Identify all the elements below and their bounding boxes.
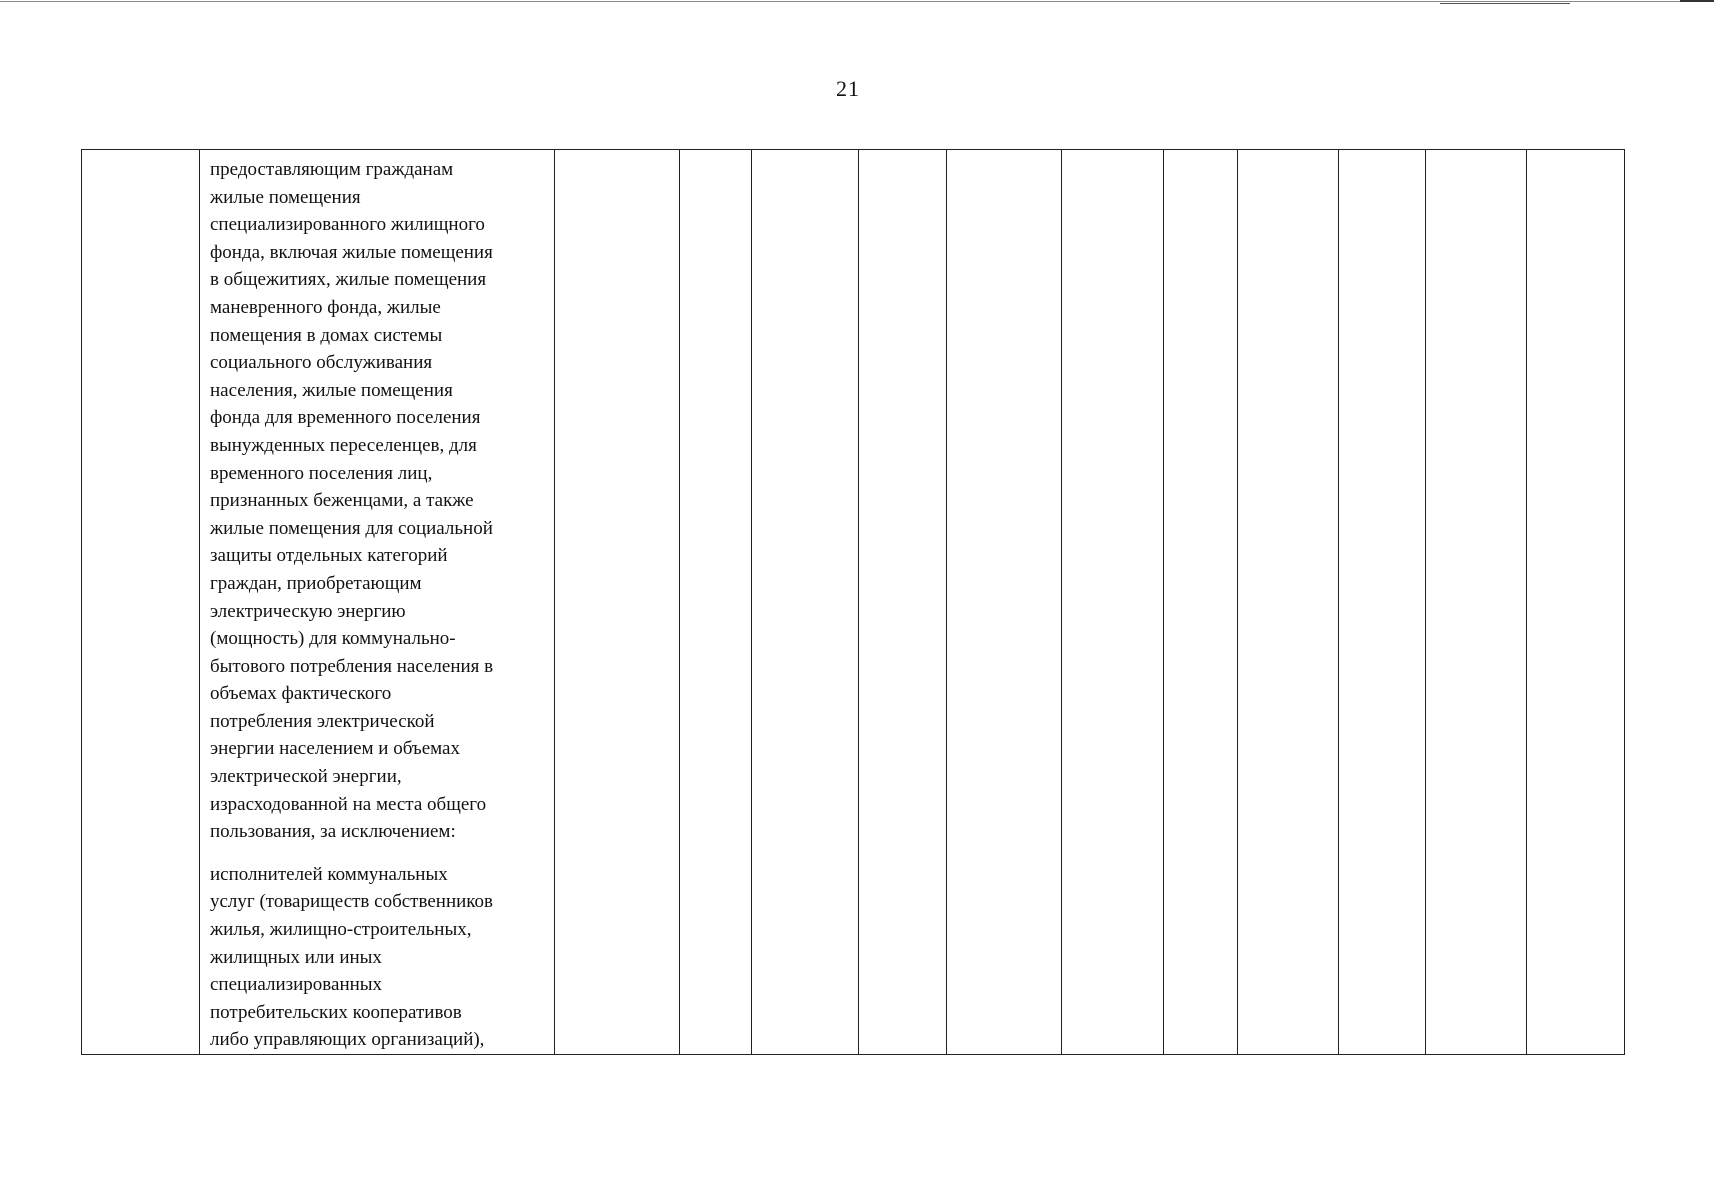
description-paragraph-1: предоставляющим гражданам жилые помещения специализированного жилищного фонда, включая жилые помещения в общежитиях, жилые помещения маневренного фонда, жилые помещения в домах системы социального обслуживания населения, жилые помещения фонда для временного поселения вынужденных переселенцев, для временного поселения лиц, признанных беженцами, а также жилые помещения для социальной защиты отдельных категорий граждан, приобретающим электрическую энергию (мощность) для коммунально- бытового потребления населения в объемах фактического потребления электрической энергии населением и объемах электрической энергии, израсходованной на места общего пользования, за исключением: [210,159,494,843]
table-cell [1426,150,1527,1055]
table-cell-number [82,150,200,1055]
table-cell [859,150,947,1055]
table-cell [1164,150,1238,1055]
table-cell [1238,150,1339,1055]
table-cell [947,150,1062,1055]
table-cell [1527,150,1625,1055]
table-cell [680,150,752,1055]
table-cell [752,150,859,1055]
table-cell [1339,150,1426,1055]
table-row [82,150,1625,1055]
description-paragraph-2: исполнителей коммунальных услуг (товариществ собственников жилья, жилищно-строительных, жилищных или иных специализированных потребительских кооперативов либо управляющих организаций), [210,863,494,1051]
page-number: 21 [836,76,860,101]
table-cell [1062,150,1164,1055]
top-scan-rule [0,1,1714,2]
top-scan-rule-right [1440,3,1570,4]
table-cell-description [200,150,555,1055]
document-table [81,149,1625,1055]
top-scan-mark [1680,0,1714,2]
table-cell [555,150,680,1055]
